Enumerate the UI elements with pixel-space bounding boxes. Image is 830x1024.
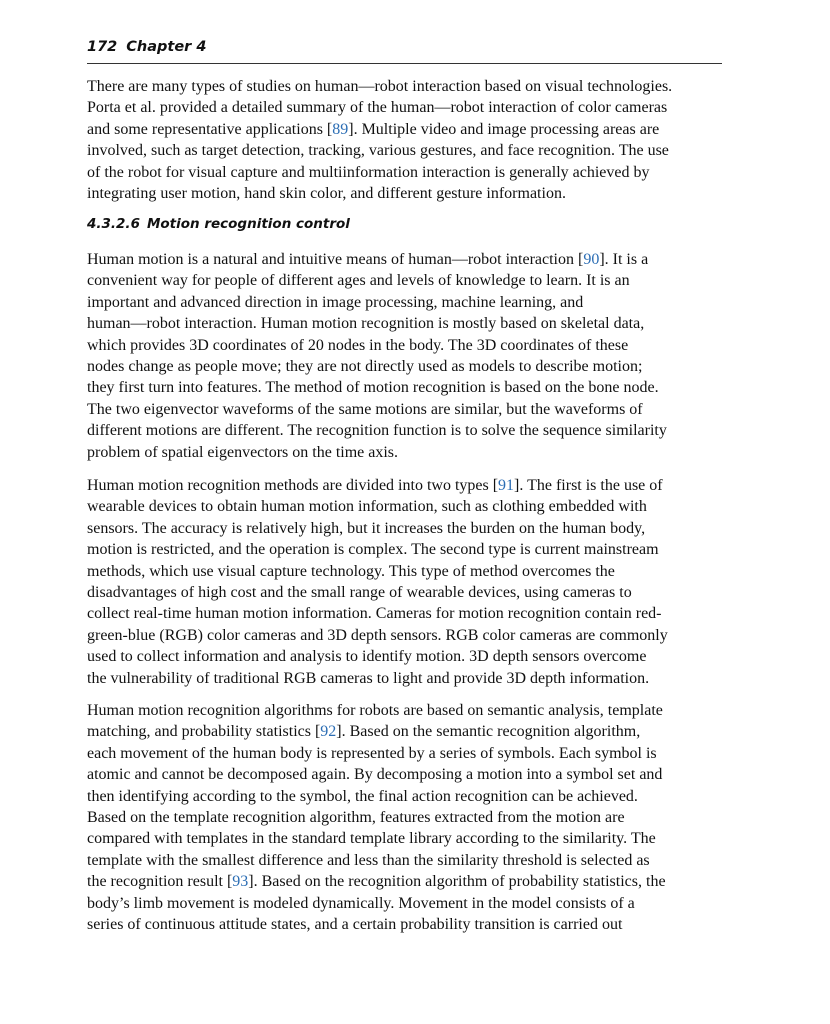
text-line — [87, 313, 727, 334]
section-number: 4.3.2.6 — [87, 216, 140, 232]
text-run: sensors. The accuracy is relatively high, but it increases the burden on the human body, — [87, 519, 646, 537]
text-run: the vulnerability of traditional RGB cameras to light and provide 3D depth information. — [87, 669, 650, 687]
text-line — [87, 871, 727, 892]
text-run: the recognition result [ — [87, 873, 233, 891]
text-line — [87, 914, 727, 935]
text-line — [87, 270, 727, 291]
text-run: ]. Based on the semantic recognition algorithm, — [336, 723, 641, 741]
text-run: important and advanced direction in image processing, machine learning, and — [87, 293, 584, 311]
text-run: wearable devices to obtain human motion information, such as clothing embedded with — [87, 498, 647, 516]
text-run: human—robot interaction. Human motion recognition is mostly based on skeletal data, — [87, 315, 645, 333]
text-run: atomic and cannot be decomposed again. By decomposing a motion into a symbol set and — [87, 766, 663, 784]
text-line — [87, 162, 727, 183]
text-line — [87, 893, 727, 914]
text-line — [87, 183, 727, 204]
text-line — [87, 561, 727, 582]
text-line — [87, 97, 727, 118]
text-line — [87, 377, 727, 398]
text-run: collect real-time human motion information. Cameras for motion recognition contain red- — [87, 605, 662, 623]
text-run: ]. Multiple video and image processing areas are — [348, 120, 660, 138]
text-run: involved, such as target detection, tracking, various gestures, and face recognition. The use — [87, 142, 669, 160]
text-line — [87, 496, 727, 517]
text-run: then identifying according to the symbol, the final action recognition can be achieved. — [87, 787, 638, 805]
text-line — [87, 292, 727, 313]
text-line — [87, 399, 727, 420]
text-run: Human motion recognition methods are divided into two types [ — [87, 477, 499, 494]
text-line — [87, 335, 727, 356]
text-run: Human motion is a natural and intuitive means of human—robot interaction [ — [87, 251, 584, 268]
section-title: Motion recognition control — [146, 216, 350, 232]
chapter-label: Chapter 4 — [126, 39, 207, 55]
text-run: template with the smallest difference and less than the similarity threshold is selected as — [87, 851, 650, 869]
text-run: and some representative applications [ — [87, 120, 333, 138]
text-line — [87, 475, 727, 496]
text-line — [87, 646, 727, 667]
text-run: compared with templates in the standard template library according to the similarity. The — [87, 830, 656, 848]
text-line — [87, 625, 727, 646]
text-run: Based on the template recognition algorithm, features extracted from the motion are — [87, 808, 625, 826]
text-line — [87, 743, 727, 764]
text-line — [87, 76, 727, 97]
text-run: ]. The first is the use of — [514, 477, 663, 494]
text-run: they first turn into features. The method of motion recognition is based on the bone node. — [87, 379, 659, 397]
text-line — [87, 356, 727, 377]
text-line — [87, 119, 727, 140]
citation-link[interactable]: 91 — [498, 477, 515, 494]
text-line — [87, 807, 727, 828]
paragraph — [87, 249, 727, 463]
text-line — [87, 518, 727, 539]
text-run: different motions are different. The recognition function is to solve the sequence similarity — [87, 422, 667, 440]
text-line — [87, 603, 727, 624]
text-line — [87, 582, 727, 603]
citation-link[interactable]: 90 — [583, 251, 600, 268]
text-run: matching, and probability statistics [ — [87, 723, 321, 741]
text-run: problem of spatial eigenvectors on the time axis. — [87, 443, 399, 461]
running-header — [87, 38, 722, 64]
text-run: nodes change as people move; they are not directly used as models to describe motion; — [87, 357, 643, 375]
text-run: There are many types of studies on human—robot interaction based on visual technologies. — [87, 78, 673, 95]
paragraph — [87, 700, 727, 935]
text-line — [87, 140, 727, 161]
text-line — [87, 828, 727, 849]
text-line — [87, 721, 727, 742]
text-run: Human motion recognition algorithms for robots are based on semantic analysis, template — [87, 702, 663, 719]
paragraph — [87, 76, 727, 204]
text-run: used to collect information and analysis to identify motion. 3D depth sensors overcome — [87, 648, 647, 666]
text-run: The two eigenvector waveforms of the same motions are similar, but the waveforms of — [87, 400, 643, 418]
text-run: each movement of the human body is represented by a series of symbols. Each symbol is — [87, 744, 657, 762]
text-line — [87, 850, 727, 871]
text-run: integrating user motion, hand skin color, and different gesture information. — [87, 184, 566, 202]
text-line — [87, 442, 727, 463]
text-run: methods, which use visual capture technology. This type of method overcomes the — [87, 562, 615, 580]
text-run: ]. It is a — [599, 251, 649, 268]
paragraph — [87, 475, 727, 689]
text-run: ]. Based on the recognition algorithm of probability statistics, the — [248, 873, 666, 891]
text-run: which provides 3D coordinates of 20 nodes in the body. The 3D coordinates of these — [87, 336, 629, 354]
citation-link[interactable]: 92 — [320, 723, 337, 741]
text-run: of the robot for visual capture and multiinformation interaction is generally achieved by — [87, 163, 650, 181]
text-run: motion is restricted, and the operation is complex. The second type is current mainstream — [87, 541, 659, 559]
section-heading — [87, 216, 350, 232]
text-run: Porta et al. provided a detailed summary of the human—robot interaction of color cameras — [87, 99, 668, 117]
text-line — [87, 539, 727, 560]
text-line — [87, 420, 727, 441]
text-run: series of continuous attitude states, and a certain probability transition is carried out — [87, 915, 623, 933]
text-line — [87, 786, 727, 807]
citation-link[interactable]: 93 — [232, 873, 249, 891]
citation-link[interactable]: 89 — [332, 120, 349, 138]
text-line — [87, 700, 727, 721]
text-line — [87, 668, 727, 689]
text-line — [87, 764, 727, 785]
text-run: body’s limb movement is modeled dynamically. Movement in the model consists of a — [87, 894, 635, 912]
text-run: disadvantages of high cost and the small range of wearable devices, using cameras to — [87, 583, 632, 601]
page-number: 172 — [87, 39, 118, 55]
text-line — [87, 249, 727, 270]
text-run: convenient way for people of different ages and levels of knowledge to learn. It is an — [87, 272, 630, 290]
text-run: green-blue (RGB) color cameras and 3D depth sensors. RGB color cameras are commonly — [87, 626, 668, 644]
